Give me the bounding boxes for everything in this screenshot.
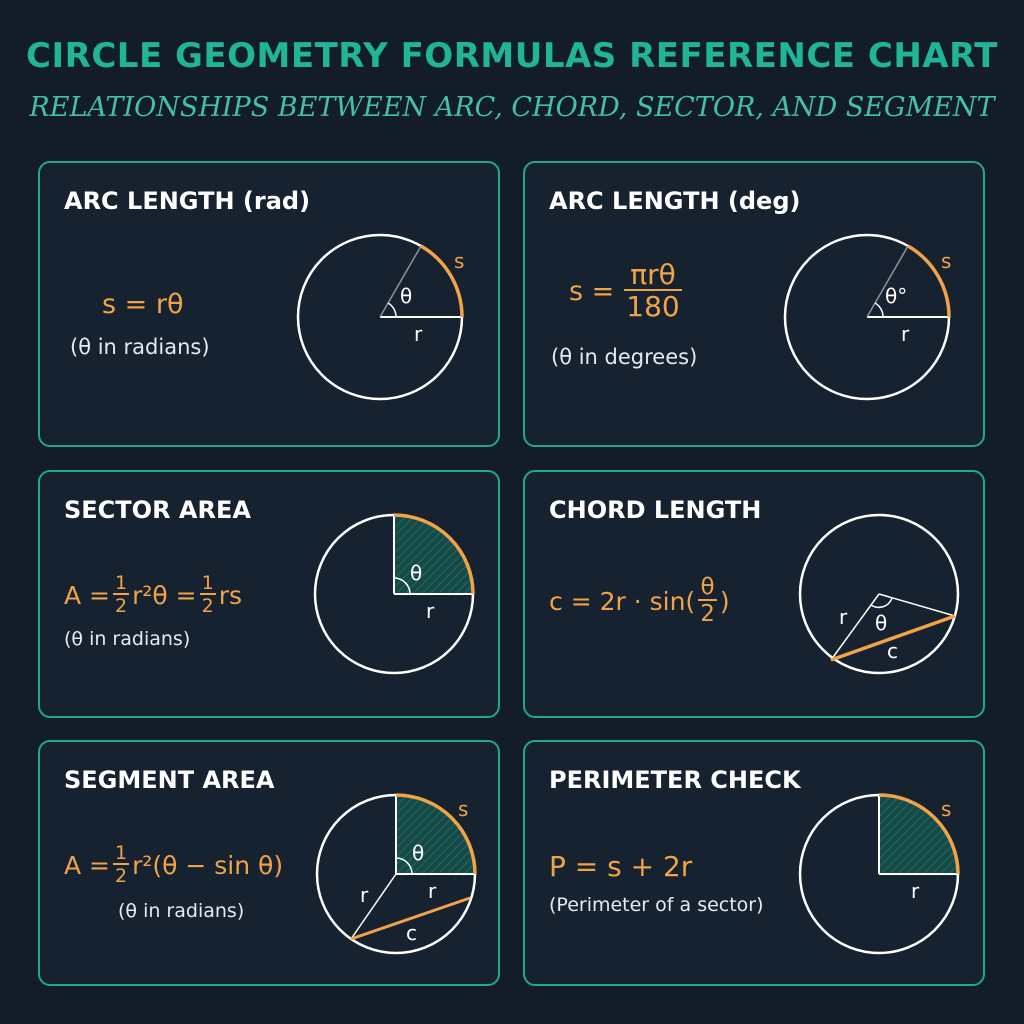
card-arc-length-rad [38,161,500,447]
card-title: ARC LENGTH (deg) [549,187,801,215]
arc-length-deg-formula [569,258,685,323]
card-title: CHORD LENGTH [549,496,762,524]
arc-length-rad-formula [102,289,183,320]
chord-length-formula [549,576,730,626]
formula-note: (θ in radians) [70,335,210,359]
card-sector-area [38,470,500,718]
angle-label: θ [412,841,425,865]
fraction-half-angle [698,576,717,626]
page-title: CIRCLE GEOMETRY FORMULAS REFERENCE CHART [26,36,998,76]
formula-note: (Perimeter of a sector) [549,894,764,916]
formula-note: (θ in radians) [118,900,245,922]
fraction-denominator: 180 [626,290,680,323]
radius-label: r [839,605,848,629]
angle-label: θ [410,561,423,585]
card-title: PERIMETER CHECK [549,766,801,794]
formula-note: (θ in radians) [64,628,191,650]
radius-label: r [426,599,435,623]
perimeter-formula [549,850,692,883]
fraction-half [113,844,129,886]
segment-area-formula [64,844,283,886]
radius-label: r [414,322,423,346]
card-title: SECTOR AREA [64,496,251,524]
formula-fraction [624,258,681,323]
formula-middle: r²θ = [132,580,197,610]
formula-note: (θ in degrees) [551,345,698,369]
arc-label: s [941,249,952,273]
fraction-numerator: θ [700,574,715,600]
fraction-half [113,574,129,616]
angle-arc [388,303,396,317]
chord-label: c [887,639,898,663]
arc-length-deg-diagram [783,233,955,405]
arc-label: s [454,249,465,273]
fraction-half-2 [200,574,216,616]
segment-area-diagram [314,794,478,958]
card-perimeter-check [523,740,985,986]
angle-label: θ° [885,284,908,308]
card-arc-length-deg [523,161,985,447]
chord-length-diagram [799,514,963,678]
formula-rhs: ) [719,586,730,616]
formula-lhs: s = [569,275,615,307]
formula-rhs: r²(θ − sin θ) [132,850,284,880]
angle-label: θ [875,611,888,635]
chord-label: c [406,921,417,945]
fraction-denominator: 2 [700,601,715,627]
radius-label: r [911,879,920,903]
sector-area-diagram [314,514,478,678]
arc-length-diagram [296,233,468,405]
card-segment-area [38,740,500,986]
page-subtitle: RELATIONSHIPS BETWEEN ARC, CHORD, SECTOR, AND SEGMENT [29,92,995,123]
angle-arc [875,303,883,317]
fraction-denominator: 2 [115,595,128,617]
formula-lhs: c = 2r · sin( [549,586,696,616]
card-chord-length [523,470,985,718]
arc-label: s [458,797,469,821]
fraction-numerator: 1 [201,572,214,594]
fraction-denominator: 2 [201,595,214,617]
fraction-numerator: πrθ [630,258,676,291]
fraction-numerator: 1 [115,572,128,594]
arc-label: s [941,797,952,821]
formula-lhs: A = [64,580,110,610]
formula-rhs: rs [218,580,242,610]
card-title: SEGMENT AREA [64,766,275,794]
perimeter-diagram [799,794,963,958]
radius-label: r [901,322,910,346]
formula-text: s = rθ [102,289,184,320]
radius-line-right [879,594,955,616]
radius-label-left: r [360,883,369,907]
radius-line-lower [351,874,396,939]
formula-lhs: A = [64,850,110,880]
fraction-numerator: 1 [115,842,128,864]
angle-label: θ [400,284,413,308]
sector-area-formula [64,574,242,616]
card-title: ARC LENGTH (rad) [64,187,311,215]
fraction-denominator: 2 [115,865,128,887]
radius-label-right: r [428,879,437,903]
formula-text: P = s + 2r [549,850,693,883]
